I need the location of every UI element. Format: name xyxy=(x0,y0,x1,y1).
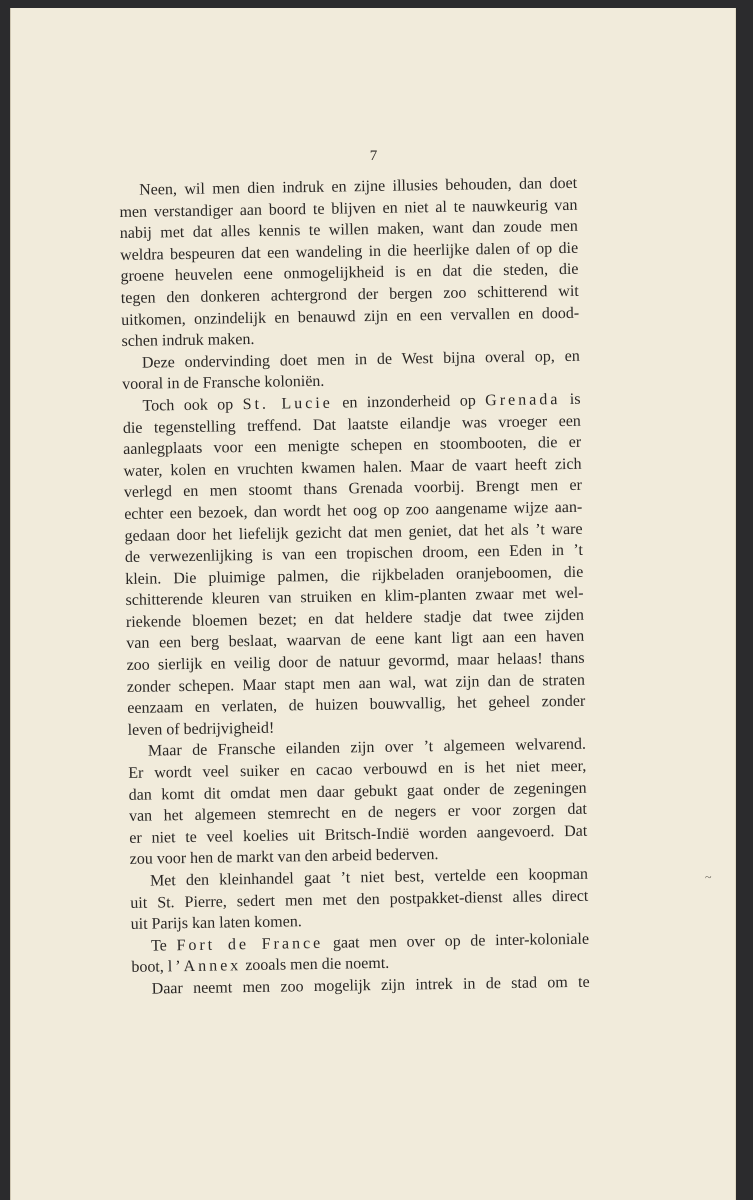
text-segment: aanlegplaats voor een menigte schepen en stoombooten, die er xyxy=(123,433,582,459)
text-segment: leven of bedrijvigheid! xyxy=(127,719,275,739)
spaced-name: Fort de France xyxy=(176,934,324,954)
text-segment: groene heuvelen eene onmogelijkheid is en dat die steden, die xyxy=(120,261,579,286)
text-segment: klein. Die pluimige palmen, die rijkbeladen oranjeboomen, die xyxy=(125,563,584,588)
body-text xyxy=(119,173,590,1001)
text-segment: zoo sierlijk en veilig door de natuur gevormd, maar helaas! thans xyxy=(126,649,585,675)
text-segment: Er wordt veel suiker en cacao verbouwd en is het niet meer, xyxy=(128,757,587,782)
text-segment: schen indruk maken. xyxy=(121,331,255,351)
text-segment: en inzonderheid op xyxy=(332,392,486,412)
text-segment: men verstandiger aan boord te blijven en niet al te nauwkeurig van xyxy=(119,196,578,221)
spaced-name: l’Annex xyxy=(167,957,242,976)
book-page xyxy=(10,8,736,1200)
text-segment: die tegenstelling treffend. Dat laatste eilandje was vroeger een xyxy=(122,412,581,437)
text-segment: van een berg beslaat, waarvan de eene kant ligt aan een haven xyxy=(126,628,585,653)
text-segment: gedaan door het liefelijk gezicht dat men geniet, dat het als ’t ware xyxy=(124,520,583,545)
text-segment: riekende bloemen bezet; en dat heldere stadje dat twee zijden xyxy=(125,606,585,631)
text-segment: er niet te veel koelies uit Britsch-Indië worden aangevoerd. Dat xyxy=(129,822,588,847)
text-segment: Daar neemt men zoo mogelijk zijn intrek in de stad om te xyxy=(151,973,590,998)
text-segment: water, kolen en vruchten kwamen halen. Maar de vaart heeft zich xyxy=(123,455,582,480)
text-segment: boot, xyxy=(131,958,168,977)
spaced-name: St. Lucie xyxy=(242,394,333,414)
text-segment: zonder schepen. Maar stapt men aan wal, wat zijn dan de straten xyxy=(126,671,586,696)
text-segment: weldra bespeuren dat een wandeling in die heerlijke dalen of op die xyxy=(120,239,579,264)
text-segment: Toch ook op xyxy=(142,396,243,415)
text-segment: vooral in de Fransche koloniën. xyxy=(122,373,325,394)
text-segment: uit St. Pierre, sedert men met den postpakket-dienst alles direct xyxy=(130,887,589,912)
text-segment: dan komt dit omdat men daar gebukt gaat onder de zegeningen xyxy=(128,779,587,804)
text-segment: verlegd en men stoomt thans Grenada voorbij. Brengt men er xyxy=(123,477,582,502)
text-segment: Neen, wil men dien indruk en zijne illusies behouden, dan doet xyxy=(139,174,578,199)
text-segment: de verwezenlijking is van een tropischen droom, een Eden in ’t xyxy=(124,541,584,567)
text-segment: van het algemeen stemrecht en de negers er voor zorgen dat xyxy=(128,800,588,826)
text-segment: uitkomen, onzindelijk en benauwd zijn en een vervallen en dood- xyxy=(121,304,580,329)
text-segment: uit Parijs kan laten komen. xyxy=(130,913,302,934)
text-segment: Met den kleinhandel gaat ’t niet best, vertelde een koopman xyxy=(149,865,589,890)
text-segment: eenzaam en verlaten, de huizen bouwvallig, het geheel zonder xyxy=(127,692,586,718)
spaced-name: Grenada xyxy=(485,391,561,410)
margin-pencil-mark: ~ xyxy=(705,870,712,884)
text-segment: Deze ondervinding doet men in de West bijna overal op, en xyxy=(141,347,580,372)
text-segment: tegen den donkeren achtergrond der bergen zoo schitterend wit xyxy=(120,282,579,307)
text-segment: gaat men over op de inter-koloniale xyxy=(323,930,590,952)
text-segment: Te xyxy=(150,936,177,955)
text-segment: zou voor hen de markt van den arbeid bederven. xyxy=(129,846,439,869)
text-segment: nabij met dat alles kennis te willen maken, want dan zoude men xyxy=(119,217,578,243)
text-segment: is xyxy=(560,390,581,409)
text-segment: Maar de Fransche eilanden zijn over ’t algemeen welvarend. xyxy=(147,736,587,761)
text-segment: echter een bezoek, dan wordt het oog op zoo aangename wijze aan- xyxy=(124,498,583,523)
page-number: 7 xyxy=(369,148,378,164)
text-segment: schitterende kleuren van struiken en klim-planten zwaar met wel- xyxy=(125,585,584,610)
text-segment: zooals men die noemt. xyxy=(241,955,390,975)
